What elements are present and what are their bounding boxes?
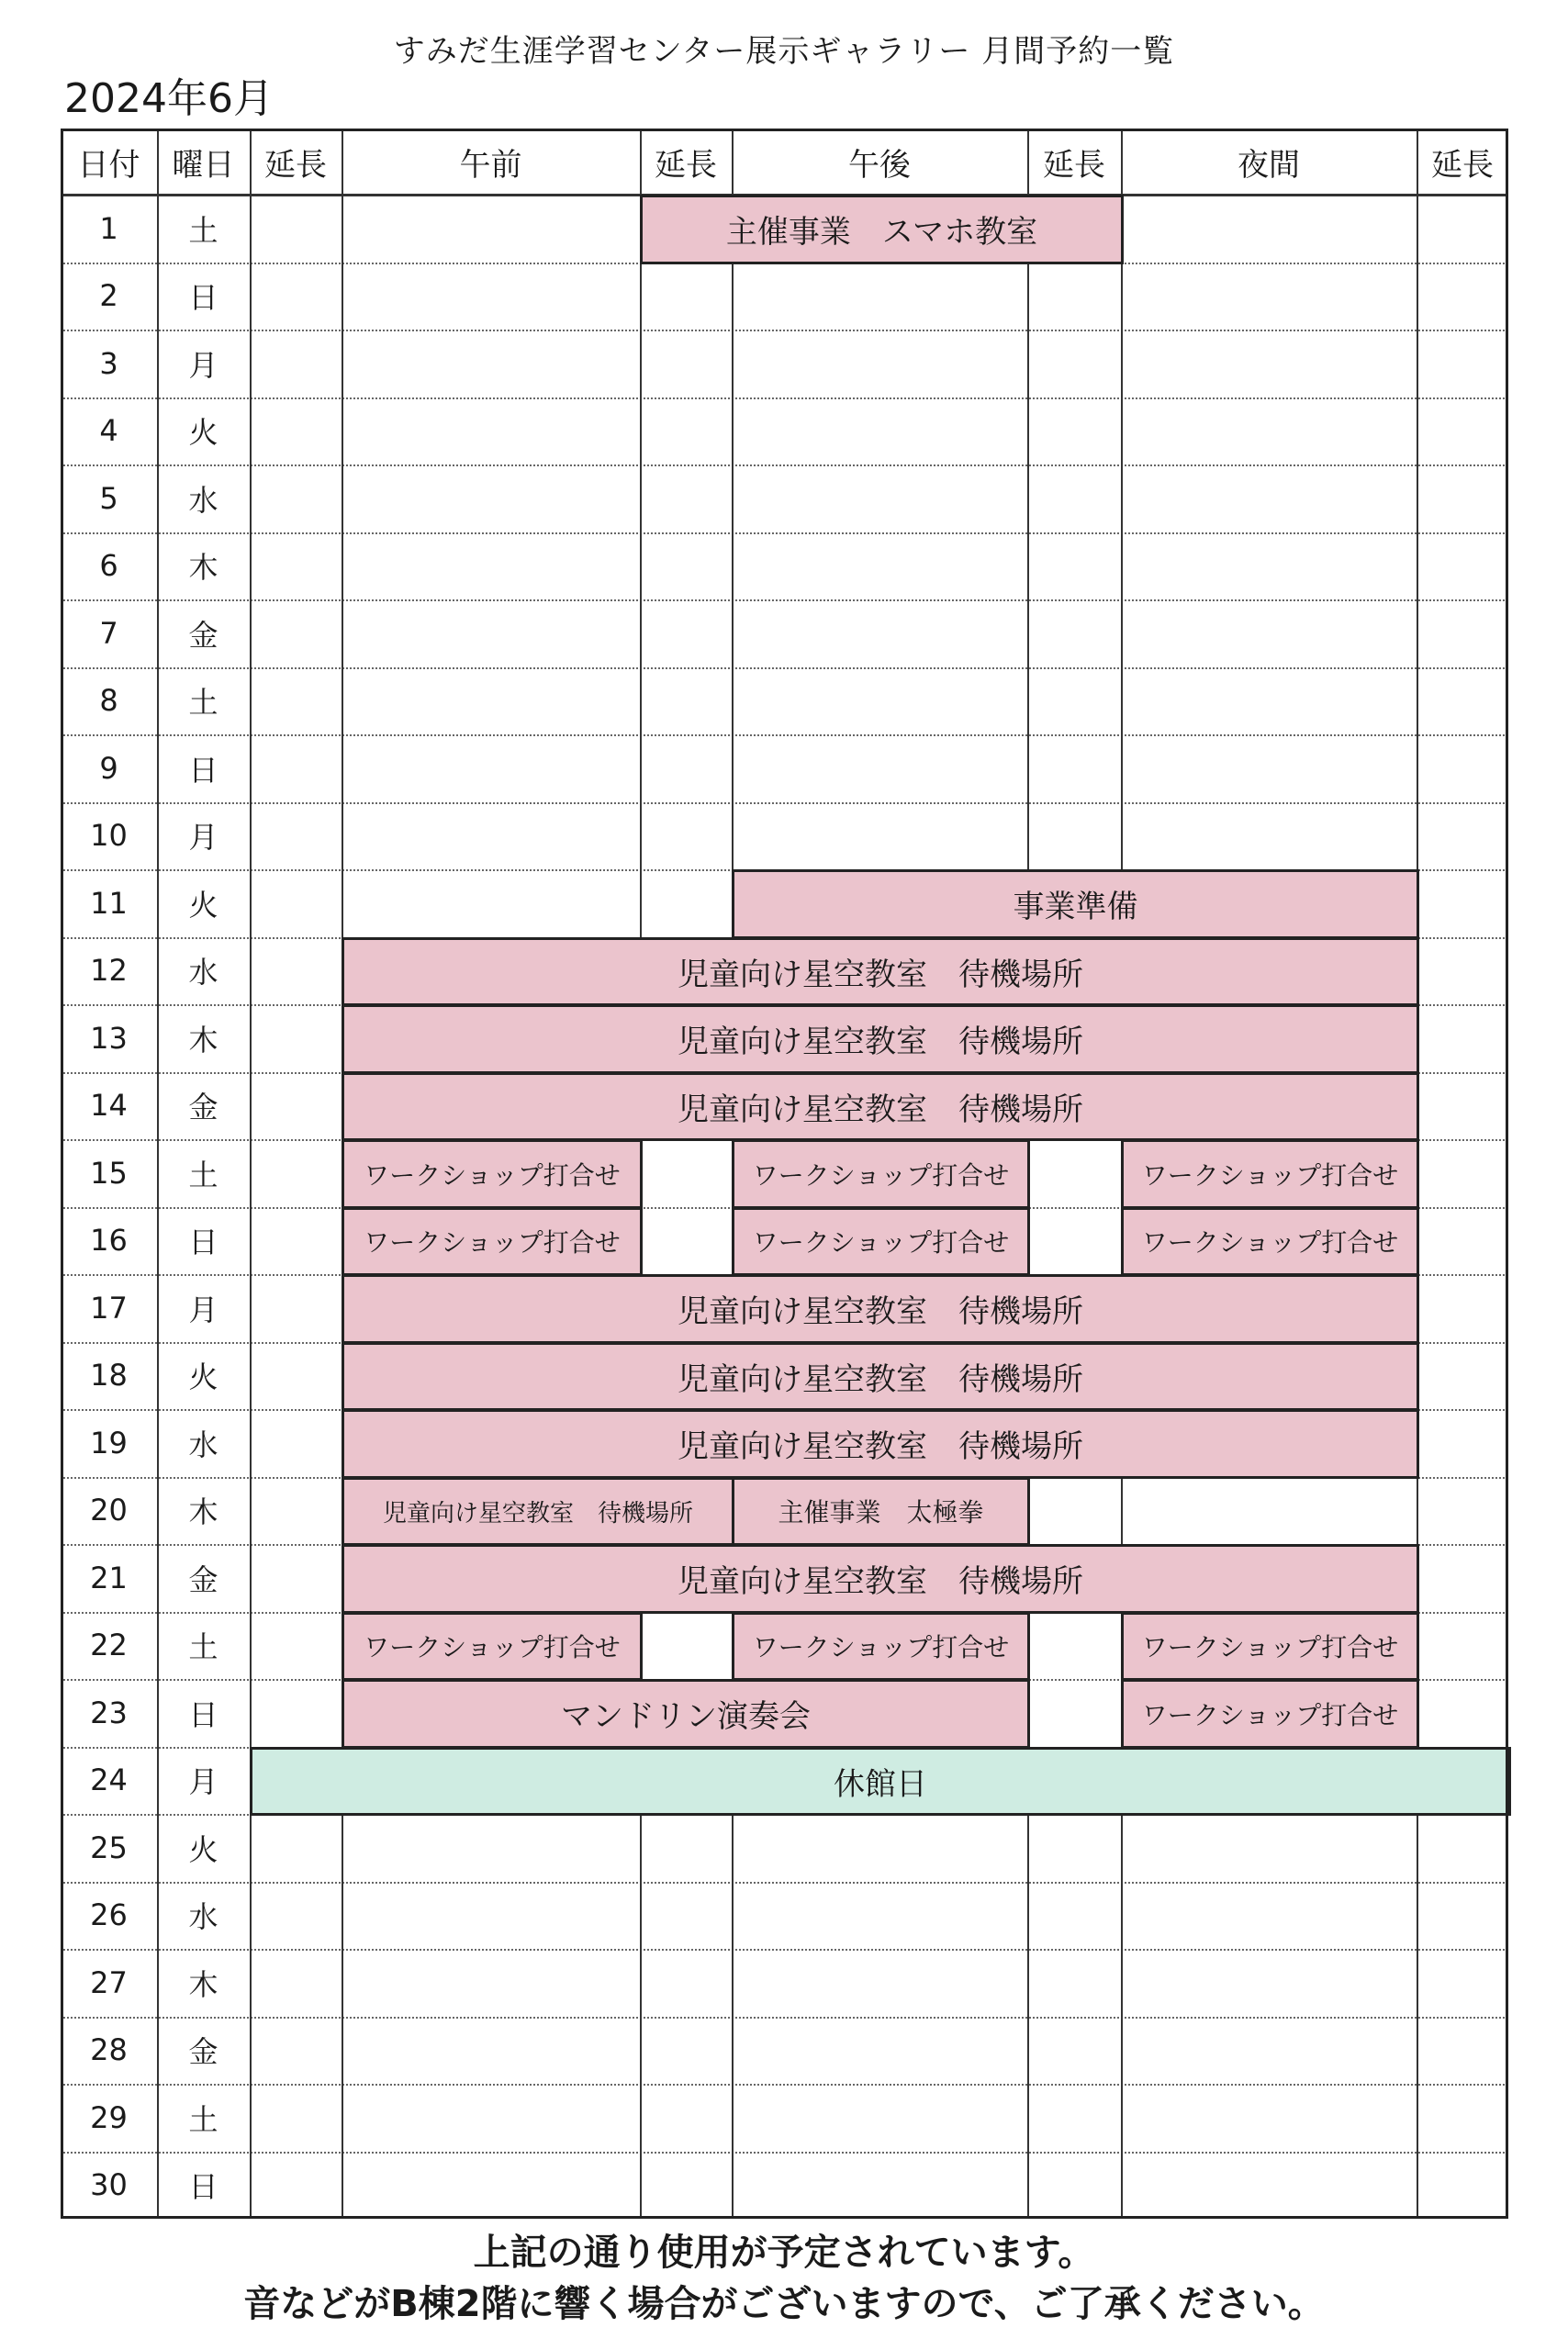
column-header: 延長	[1431, 146, 1494, 184]
date-cell: 9	[99, 750, 118, 786]
weekday-cell: 火	[188, 1360, 218, 1395]
date-cell: 2	[99, 278, 118, 314]
booking-block: ワークショップ打合せ	[732, 1139, 1030, 1209]
date-cell: 8	[99, 683, 118, 719]
weekday-cell: 日	[188, 752, 218, 788]
date-cell: 20	[90, 1493, 128, 1528]
booking-block: ワークショップ打合せ	[342, 1139, 643, 1209]
table-border	[61, 129, 1508, 2219]
date-cell: 12	[90, 953, 128, 989]
date-cell: 16	[90, 1223, 128, 1259]
date-cell: 24	[90, 1762, 128, 1798]
weekday-cell: 金	[188, 617, 218, 653]
booking-block: 児童向け星空教室 待機場所	[342, 1072, 1419, 1142]
date-cell: 3	[99, 345, 118, 381]
date-cell: 19	[90, 1425, 128, 1460]
column-header: 午前	[459, 146, 522, 184]
date-cell: 1	[99, 210, 118, 246]
column-header: 延長	[264, 146, 327, 184]
column-header: 夜間	[1238, 146, 1300, 184]
date-cell: 22	[90, 1628, 128, 1663]
date-cell: 7	[99, 615, 118, 651]
booking-block: 児童向け星空教室 待機場所	[342, 937, 1419, 1007]
weekday-cell: 木	[188, 550, 218, 586]
date-cell: 11	[90, 885, 128, 921]
date-cell: 17	[90, 1290, 128, 1326]
booking-block: ワークショップ打合せ	[1121, 1612, 1419, 1682]
booking-block: ワークショップ打合せ	[1121, 1139, 1419, 1209]
weekday-cell: 木	[188, 1022, 218, 1058]
date-cell: 28	[90, 2032, 128, 2068]
footnote-line-2: 音などがB棟2階に響く場合がございますので、ご了承ください。	[243, 2283, 1325, 2325]
booking-block: 児童向け星空教室 待機場所	[342, 1409, 1419, 1479]
column-header: 午後	[848, 146, 911, 184]
booking-block: 事業準備	[732, 869, 1419, 939]
weekday-cell: 日	[188, 280, 218, 316]
weekday-cell: 月	[188, 1764, 218, 1800]
weekday-cell: 水	[188, 1427, 218, 1462]
date-cell: 15	[90, 1155, 128, 1191]
booking-block: 児童向け星空教室 待機場所	[342, 1274, 1419, 1344]
date-cell: 13	[90, 1020, 128, 1056]
weekday-cell: 木	[188, 1494, 218, 1530]
booking-block: 主催事業 スマホ教室	[640, 195, 1124, 264]
booking-block: 児童向け星空教室 待機場所	[342, 1004, 1419, 1074]
date-cell: 21	[90, 1560, 128, 1595]
weekday-cell: 日	[188, 2169, 218, 2205]
weekday-cell: 水	[188, 955, 218, 990]
weekday-cell: 月	[188, 1292, 218, 1327]
weekday-cell: 金	[188, 2034, 218, 2070]
booking-block: マンドリン演奏会	[342, 1679, 1030, 1749]
booking-block: ワークショップ打合せ	[342, 1612, 643, 1682]
weekday-cell: 金	[188, 1090, 218, 1125]
booking-block: ワークショップ打合せ	[1121, 1679, 1419, 1749]
footnote-line-1: 上記の通り使用が予定されています。	[473, 2232, 1095, 2274]
date-cell: 27	[90, 1964, 128, 2000]
date-cell: 23	[90, 1695, 128, 1730]
date-cell: 26	[90, 1897, 128, 1933]
weekday-cell: 日	[188, 1225, 218, 1260]
weekday-cell: 日	[188, 1696, 218, 1732]
weekday-cell: 月	[188, 347, 218, 383]
weekday-cell: 水	[188, 1899, 218, 1935]
column-header: 延長	[655, 146, 717, 184]
date-cell: 29	[90, 2099, 128, 2135]
weekday-cell: 月	[188, 820, 218, 856]
booking-block: ワークショップ打合せ	[732, 1207, 1030, 1277]
weekday-cell: 土	[188, 212, 218, 248]
weekday-cell: 土	[188, 1157, 218, 1192]
weekday-cell: 水	[188, 482, 218, 518]
footnote	[0, 2227, 1568, 2330]
weekday-cell: 土	[188, 2101, 218, 2137]
date-cell: 18	[90, 1358, 128, 1393]
booking-block: 主催事業 太極拳	[732, 1477, 1030, 1547]
weekday-cell: 火	[188, 1831, 218, 1867]
booking-block: ワークショップ打合せ	[342, 1207, 643, 1277]
date-cell: 5	[99, 480, 118, 516]
column-header: 日付	[77, 146, 140, 184]
column-header: 曜日	[172, 146, 235, 184]
month-label: 2024年6月	[64, 75, 274, 122]
document-title: すみだ生涯学習センター展示ギャラリー 月間予約一覧	[393, 33, 1175, 70]
date-cell: 4	[99, 413, 118, 449]
weekday-cell: 火	[188, 415, 218, 451]
booking-block: 児童向け星空教室 待機場所	[342, 1477, 734, 1547]
column-header: 延長	[1043, 146, 1105, 184]
booking-block: ワークショップ打合せ	[1121, 1207, 1419, 1277]
booking-block: 休館日	[250, 1747, 1511, 1817]
weekday-cell: 火	[188, 887, 218, 923]
booking-block: 児童向け星空教室 待機場所	[342, 1342, 1419, 1412]
weekday-cell: 木	[188, 1966, 218, 2002]
weekday-cell: 金	[188, 1561, 218, 1597]
weekday-cell: 土	[188, 1629, 218, 1665]
date-cell: 14	[90, 1088, 128, 1124]
booking-block: 児童向け星空教室 待機場所	[342, 1544, 1419, 1614]
date-cell: 25	[90, 1830, 128, 1865]
date-cell: 6	[99, 548, 118, 584]
date-cell: 10	[90, 818, 128, 854]
weekday-cell: 土	[188, 685, 218, 721]
date-cell: 30	[90, 2167, 128, 2203]
booking-block: ワークショップ打合せ	[732, 1612, 1030, 1682]
